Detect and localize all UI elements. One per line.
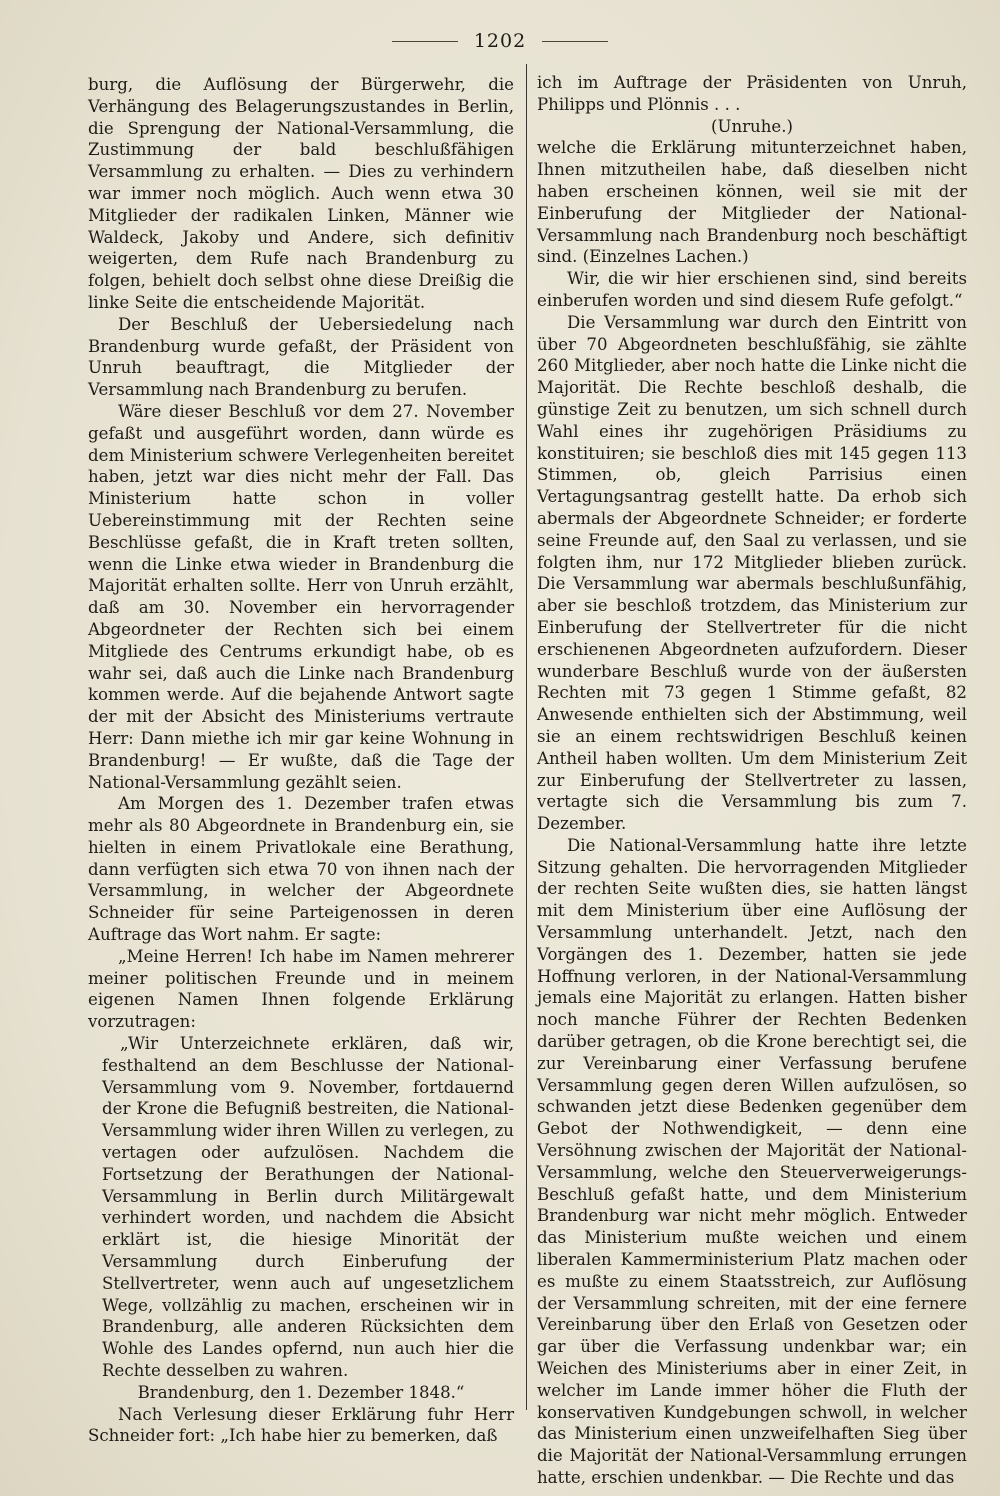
declaration-date: Brandenburg, den 1. Dezember 1848.“ [137,1382,465,1402]
paragraph: Am Morgen des 1. Dezember trafen etwas mehr als 80 Abgeordnete in Brandenburg ein, sie hielten in einem Privatlokale eine Berathung, dann verfügten sich etwa 70 von ihnen nach der Versammlung, in welcher der Abgeordnete Schneider für seine Parteigenossen in deren Auftrage das Wort nahm. Er sagte: [88,794,514,945]
interjection: (Unruhe.) [710,116,794,136]
paragraph: burg, die Auflösung der Bürgerwehr, die Verhängung des Belagerungszustandes in Berlin, die Sprengung der National-Versammlung, die Zustimmung der bald beschlußfähigen Versammlung zu erhalten. — Dies zu verhindern war immer noch möglich. Auch wenn etwa 30 Mitglieder der radikalen Linken, Männer wie Waldeck, Jakoby und Andere, sich definitiv weigerten, dem Rufe nach Brandenburg zu folgen, behielt doch selbst ohne diese Dreißig die linke Seite die entscheidende Majorität. [88,75,514,312]
quote-intro: „Meine Herren! Ich habe im Namen mehrerer meiner politischen Freunde und in meinem eigenen Namen Ihnen folgende Erklärung vorzutragen: [88,946,514,1032]
header-rule-left [392,41,458,42]
paragraph: ich im Auftrage der Präsidenten von Unruh, Philipps und Plönnis . . . [537,73,967,114]
quoted-declaration: „Wir Unterzeichnete erklären, daß wir, festhaltend an dem Beschlusse der National-Versammlung vom 9. November, fortdauernd der Krone die Befugniß bestreiten, die National-Versammlung wider ihren Willen zu verlegen, zu vertagen oder aufzulösen. Nachdem die Fortsetzung der Berathungen der National-Versammlung in Berlin durch Militärgewalt verhindert worden, und nachdem die Absicht erklärt ist, die hiesige Minorität der Versammlung durch Einberufung der Stellvertreter, wenn auch auf ungesetzlichem Wege, vollzählig zu machen, erscheinen wir in Brandenburg, alle anderen Rücksichten dem Wohle des Landes opfernd, nun auch hier die Rechte desselben zu wahren. [102,1034,514,1381]
page-header [0,30,1000,52]
header-rule-right [542,41,608,42]
column-divider [526,64,527,1410]
paragraph: Wir, die wir hier erschienen sind, sind bereits einberufen worden und sind diesem Rufe gefolgt.“ [537,269,967,310]
paragraph: Die Versammlung war durch den Eintritt von über 70 Abgeordneten beschlußfähig, sie zählte 260 Mitglieder, aber noch hatte die Linke nicht die Majorität. Die Rechte beschloß deshalb, die günstige Zeit zu benutzen, um sich schnell durch Wahl eines ihr zugehörigen Präsidiums zu konstituiren; sie beschloß dies mit 145 gegen 113 Stimmen, ob, gleich Parrisius einen Vertagungsantrag gestellt hatte. Da erhob sich abermals der Abgeordnete Schneider; er forderte seine Freunde auf, den Saal zu verlassen, und sie folgten ihm, nur 172 Mitglieder blieben zurück. Die Versammlung war abermals beschlußunfähig, aber sie beschloß trotzdem, das Ministerium zur Einberufung der Stellvertreter für die nicht erschienenen Abgeordneten aufzufordern. Dieser wunderbare Beschluß wurde von der äußersten Rechten mit 73 gegen 1 Stimme gefaßt, 82 Anwesende enthielten sich der Abstimmung, weil sie an einem rechtswidrigen Beschluß keinen Antheil haben wollten. Um dem Ministerium Zeit zur Einberufung der Stellvertreter zu lassen, vertagte sich die Versammlung bis zum 7. Dezember. [537,312,967,834]
page-number: 1202 [473,30,527,52]
paragraph: Nach Verlesung dieser Erklärung fuhr Herr Schneider fort: „Ich habe hier zu bemerken, daß [88,1404,514,1446]
paragraph: Wäre dieser Beschluß vor dem 27. November gefaßt und ausgeführt worden, dann würde es dem Ministerium schwere Verlegenheiten bereitet haben, jetzt war dies nicht mehr der Fall. Das Ministerium hatte schon in voller Uebereinstimmung mit der Rechten seine Beschlüsse gefaßt, die in Kraft treten sollten, wenn die Linke etwa wieder in Brandenburg die Majorität erhalten sollte. Herr von Unruh erzählt, daß am 30. November ein hervorragender Abgeordneter der Rechten sich bei einem Mitgliede des Centrums erkundigt habe, ob es wahr sei, daß auch die Linke nach Brandenburg kommen werde. Auf die bejahende Antwort sagte der mit der Absicht des Ministeriums vertraute Herr: Dann miethe ich mir gar keine Wohnung in Brandenburg! — Er wußte, daß die Tage der National-Versammlung gezählt seien. [88,401,514,792]
paragraph: welche die Erklärung mitunterzeichnet haben, Ihnen mitzutheilen habe, daß dieselben nicht haben erscheinen können, weil sie mit der Einberufung der Mitglieder der National-Versammlung nach Brandenburg noch beschäftigt sind. (Einzelnes Lachen.) [537,138,967,267]
left-column [88,74,514,1447]
right-column [537,72,967,1489]
paragraph: Der Beschluß der Uebersiedelung nach Brandenburg wurde gefaßt, der Präsident von Unruh beauftragt, die Mitglieder der Versammlung nach Brandenburg zu berufen. [88,314,514,400]
paragraph: Die National-Versammlung hatte ihre letzte Sitzung gehalten. Die hervorragenden Mitglieder der rechten Seite wußten dies, sie hatten längst mit dem Ministerium über eine Auflösung der Versammlung unterhandelt. Jetzt, nach den Vorgängen des 1. Dezember, hatten sie jede Hoffnung verloren, in der National-Versammlung jemals eine Majorität zu erlangen. Hatten bisher noch manche Führer der Rechten Bedenken darüber getragen, ob die Krone berechtigt sei, die zur Vereinbarung einer Verfassung berufene Versammlung gegen deren Willen aufzulösen, so schwanden jetzt diese Bedenken gegenüber dem Gebot der Nothwendigkeit, — denn eine Versöhnung zwischen der Majorität der National-Versammlung, welche den Steuerverweigerungs-Beschluß gefaßt hatte, und dem Ministerium Brandenburg war nicht mehr möglich. Entweder das Ministerium mußte weichen und einem liberalen Kammerministerium Platz machen oder es mußte zu einem Staatsstreich, zur Auflösung der Versammlung schreiten, mit der eine fernere Vereinbarung über den Erlaß von Gesetzen oder gar über die Verfassung undenkbar war; ein Weichen des Ministeriums aber in einer Zeit, in welcher im Lande immer höher die Fluth der konservativen Kundgebungen schwoll, in welcher das Ministerium einen unzweifelhaften Sieg über die Majorität der National-Versammlung errungen hatte, erschien undenkbar. — Die Rechte und das [537,835,967,1487]
